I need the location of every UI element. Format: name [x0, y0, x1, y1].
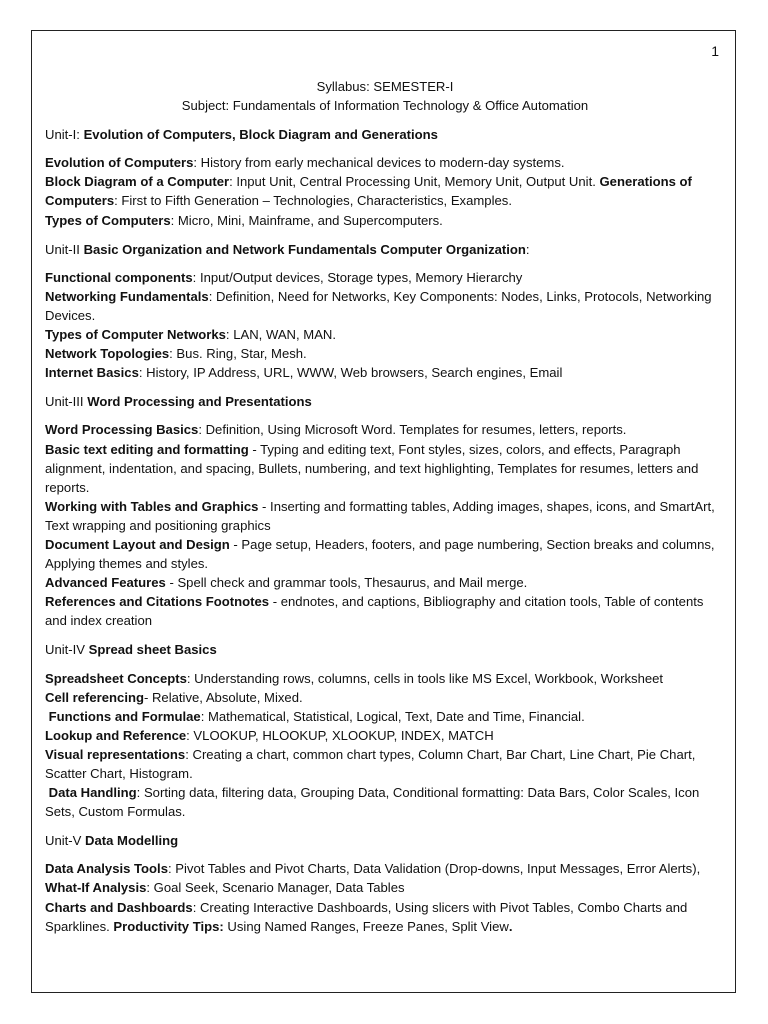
topic-term: Advanced Features — [45, 575, 166, 591]
unit-label: Unit-I: — [45, 127, 84, 143]
topic-term: Productivity Tips: — [113, 918, 224, 934]
topic-description: - Inserting and formatting tables, Adding images, shapes, icons, and SmartArt, Text wrapping and positioning graphics — [45, 498, 719, 533]
topic-description: : Mathematical, Statistical, Logical, Text, Date and Time, Financial. — [200, 708, 585, 724]
topic-description: - Page setup, Headers, footers, and page numbering, Section breaks and columns, Applying themes and styles. — [45, 536, 718, 572]
topic-paragraph — [45, 497, 725, 535]
topic-term: Internet Basics — [45, 365, 139, 381]
topic-description: : VLOOKUP, HLOOKUP, XLOOKUP, INDEX, MATCH — [186, 727, 494, 743]
unit-heading — [45, 240, 725, 259]
topic-term: Generations of Computers — [45, 174, 696, 209]
topic-description: : Micro, Mini, Mainframe, and Supercomputers. — [170, 212, 443, 228]
document-page — [31, 30, 736, 993]
topic-paragraph — [45, 268, 725, 287]
topic-term: Visual representations — [45, 746, 186, 762]
topic-description: : History from early mechanical devices to modern-day systems. — [193, 155, 565, 171]
topic-term: Types of Computer Networks — [45, 327, 226, 343]
topic-description: : Goal Seek, Scenario Manager, Data Tables — [146, 880, 405, 896]
topic-description: : Understanding rows, columns, cells in tools like MS Excel, Workbook, Worksheet — [186, 670, 664, 686]
topic-term: Charts and Dashboards — [45, 899, 193, 915]
topic-description: : Creating a chart, common chart types, Column Chart, Bar Chart, Line Chart, Pie Chart, Scatter Chart, Histogram. — [45, 746, 699, 781]
topic-paragraph — [45, 783, 725, 821]
topic-description: - Spell check and grammar tools, Thesaurus, and Mail merge. — [165, 575, 528, 591]
unit-heading — [45, 392, 725, 411]
unit-title: Word Processing and Presentations — [87, 394, 312, 410]
topic-paragraph — [45, 344, 725, 363]
page-number: 1 — [711, 43, 719, 59]
topic-term: Cell referencing — [45, 689, 144, 705]
topic-paragraph — [45, 211, 725, 230]
topic-description: : Definition, Need for Networks, Key Components: Nodes, Links, Protocols, Networking Devices. — [45, 288, 716, 323]
unit-label: Unit-IV — [45, 642, 89, 658]
unit-heading — [45, 125, 725, 144]
syllabus-title: Syllabus: SEMESTER-I — [316, 79, 454, 94]
topic-paragraph — [45, 745, 725, 783]
topic-term: Data Analysis Tools — [45, 861, 168, 877]
topic-description: : Sorting data, filtering data, Grouping Data, Conditional formatting: Data Bars, Color Scales, Icon Sets, Custom Formulas. — [45, 785, 703, 820]
topic-term: Networking Fundamentals — [45, 288, 209, 304]
topic-description: : Pivot Tables and Pivot Charts, Data Validation (Drop-downs, Input Messages, Error Alerts), — [167, 861, 701, 877]
topic-term: Block Diagram of a Computer — [45, 174, 230, 190]
topic-description: - endnotes, and captions, Bibliography and citation tools, Table of contents and index creation — [45, 594, 708, 629]
topic-term: Data Handling — [48, 785, 137, 801]
topic-paragraph — [45, 726, 725, 745]
topic-paragraph — [45, 172, 725, 210]
topic-description: : Definition, Using Microsoft Word. Templates for resumes, letters, reports. — [198, 422, 627, 438]
unit-heading — [45, 831, 725, 850]
topic-paragraph — [45, 707, 725, 726]
topic-term: Word Processing Basics — [45, 422, 199, 438]
topic-description: : First to Fifth Generation – Technologies, Characteristics, Examples. — [114, 193, 512, 209]
topic-description: : Input Unit, Central Processing Unit, Memory Unit, Output Unit. — [229, 174, 600, 190]
topic-paragraph — [45, 669, 725, 688]
topic-term: Functions and Formulae — [48, 708, 201, 724]
topic-term: Lookup and Reference — [45, 727, 187, 743]
topic-description: : Bus. Ring, Star, Mesh. — [169, 346, 307, 362]
topic-paragraph — [45, 440, 725, 497]
unit-heading — [45, 640, 725, 659]
unit-title-suffix: : — [525, 241, 530, 257]
unit-title: Basic Organization and Network Fundamentals Computer Organization — [83, 241, 526, 257]
topic-description: : History, IP Address, URL, WWW, Web browsers, Search engines, Email — [138, 365, 563, 381]
topic-paragraph — [45, 287, 725, 325]
topic-description: : LAN, WAN, MAN. — [225, 327, 337, 343]
topic-description: Using Named Ranges, Freeze Panes, Split View — [223, 918, 509, 934]
topic-term: . — [508, 918, 513, 934]
topic-term: Working with Tables and Graphics — [45, 498, 259, 514]
topic-paragraph — [45, 153, 725, 172]
topic-paragraph — [45, 592, 725, 630]
topic-paragraph — [45, 688, 725, 707]
topic-paragraph — [45, 363, 725, 382]
topic-term: Document Layout and Design — [45, 536, 230, 552]
topic-paragraph — [45, 898, 725, 936]
topic-term: Functional components — [45, 269, 193, 285]
topic-description: - Typing and editing text, Font styles, sizes, colors, and effects, Paragraph alignment, indentation, and spacing, Bullets, numbering, and text highlighting, Templates for resumes, letters and reports. — [45, 441, 703, 495]
unit-label: Unit-III — [45, 394, 88, 410]
topic-paragraph — [45, 325, 725, 344]
topic-description: : Creating Interactive Dashboards, Using slicers with Pivot Tables, Combo Charts and Sparklines. — [45, 899, 691, 934]
unit-title: Evolution of Computers, Block Diagram and Generations — [83, 127, 438, 143]
topic-paragraph — [45, 573, 725, 592]
subject-title: Subject: Fundamentals of Information Technology & Office Automation — [181, 98, 589, 114]
units-container — [45, 125, 725, 936]
topic-term: Types of Computers — [45, 212, 171, 228]
unit-label: Unit-V — [45, 833, 86, 849]
topic-term: Basic text editing and formatting — [45, 441, 249, 457]
unit-title: Data Modelling — [85, 833, 179, 849]
topic-term: References and Citations Footnotes — [45, 594, 270, 610]
topic-term: What-If Analysis — [45, 880, 147, 896]
topic-paragraph — [45, 878, 725, 897]
topic-paragraph — [45, 859, 725, 878]
topic-description: : Input/Output devices, Storage types, Memory Hierarchy — [192, 269, 523, 285]
document-body — [45, 77, 725, 936]
topic-description: - Relative, Absolute, Mixed. — [143, 689, 303, 705]
topic-paragraph — [45, 420, 725, 439]
topic-term: Spreadsheet Concepts — [45, 670, 187, 686]
unit-title: Spread sheet Basics — [88, 642, 217, 658]
topic-paragraph — [45, 535, 725, 573]
unit-label: Unit-II — [45, 241, 84, 257]
topic-term: Evolution of Computers — [45, 155, 194, 171]
topic-term: Network Topologies — [45, 346, 170, 362]
